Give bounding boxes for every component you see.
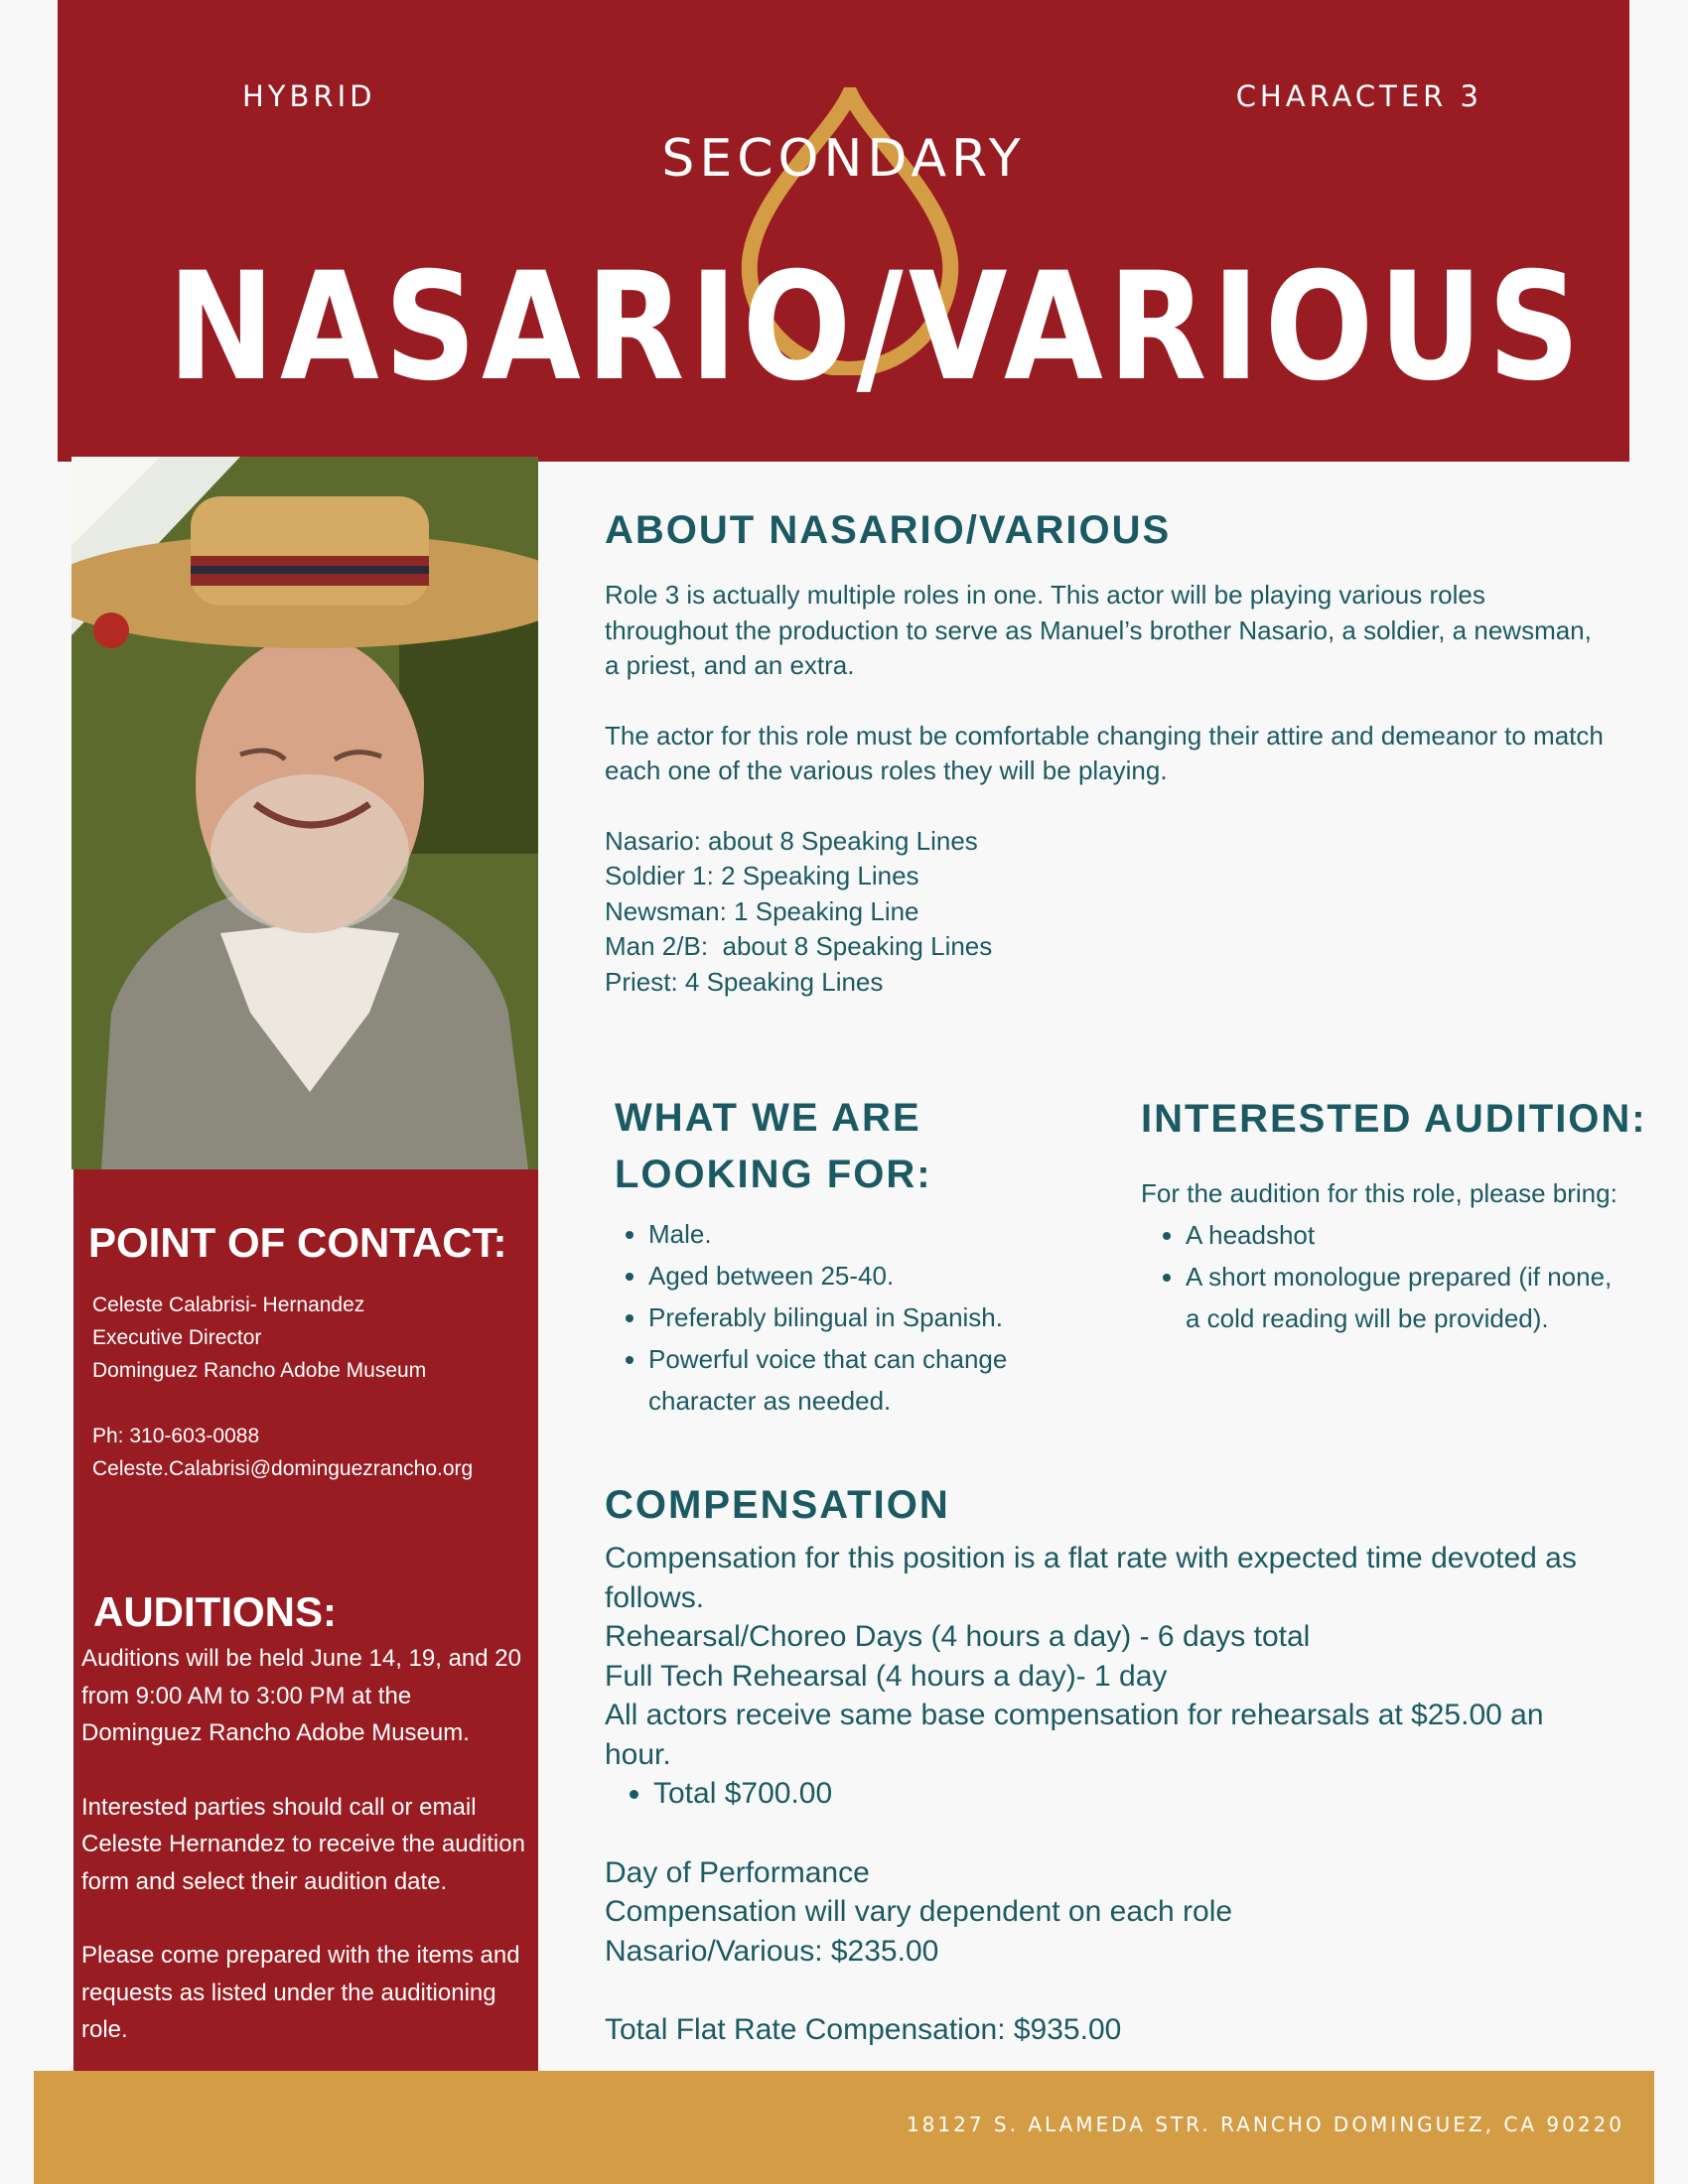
compensation-intro: Compensation for this position is a flat rate with expected time devoted as follows. bbox=[605, 1542, 1577, 1614]
contact-role: Executive Director bbox=[92, 1326, 262, 1349]
format-label: HYBRID bbox=[242, 79, 376, 113]
looking-item: • Aged between 25-40. bbox=[648, 1255, 1081, 1297]
portrait-illustration bbox=[71, 457, 538, 1169]
looking-heading bbox=[615, 1090, 932, 1203]
speaking-line-man: Man 2/B: about 8 Speaking Lines bbox=[605, 931, 993, 961]
compensation-base-rate: All actors receive same base compensation for rehearsals at $25.00 an hour. bbox=[605, 1699, 1544, 1771]
speaking-line-nasario: Nasario: about 8 Speaking Lines bbox=[605, 825, 978, 856]
speaking-line-newsman: Newsman: 1 Speaking Line bbox=[605, 895, 919, 926]
auditions-heading: AUDITIONS: bbox=[93, 1588, 337, 1635]
looking-heading-line2: LOOKING FOR: bbox=[615, 1153, 932, 1196]
page-title: NASARIO/VARIOUS bbox=[167, 241, 1586, 414]
looking-list bbox=[615, 1213, 1081, 1422]
auditions-dates: Auditions will be held June 14, 19, and 20 from 9:00 AM to 3:00 PM at the Dominguez Rancho Adobe Museum. bbox=[81, 1645, 521, 1746]
about-heading: ABOUT NASARIO/VARIOUS bbox=[605, 508, 1172, 552]
compensation-body bbox=[605, 1539, 1608, 2050]
interested-heading: INTERESTED AUDITION: bbox=[1141, 1097, 1647, 1141]
about-body bbox=[605, 578, 1608, 1000]
auditions-prepare-note: Please come prepared with the items and requests as listed under the auditioning role. bbox=[81, 1942, 520, 2043]
compensation-heading: COMPENSATION bbox=[605, 1483, 950, 1527]
compensation-rehearsal-total: • Total $700.00 bbox=[653, 1774, 1608, 1814]
contact-org: Dominguez Rancho Adobe Museum bbox=[92, 1359, 427, 1382]
footer-bar bbox=[34, 2071, 1654, 2184]
compensation-rehearsal-days: Rehearsal/Choreo Days (4 hours a day) - 6 days total bbox=[605, 1620, 1311, 1653]
performance-role-rate: Nasario/Various: $235.00 bbox=[605, 1934, 939, 1968]
header-banner bbox=[58, 0, 1629, 462]
contact-email[interactable]: Celeste.Calabrisi@dominguezrancho.org bbox=[92, 1457, 474, 1480]
performance-note: Compensation will vary dependent on each role bbox=[605, 1895, 1233, 1928]
performance-heading: Day of Performance bbox=[605, 1855, 870, 1889]
contact-sidebar bbox=[73, 1169, 538, 2184]
interested-body bbox=[1141, 1172, 1627, 1339]
role-tier: SECONDARY bbox=[661, 129, 1026, 189]
interested-item: • A headshot bbox=[1186, 1214, 1627, 1256]
character-number: CHARACTER 3 bbox=[1235, 79, 1482, 113]
contact-name: Celeste Calabrisi- Hernandez bbox=[92, 1294, 365, 1316]
speaking-line-soldier: Soldier 1: 2 Speaking Lines bbox=[605, 861, 919, 890]
looking-item: • Powerful voice that can change character as needed. bbox=[648, 1338, 1081, 1422]
contact-phone[interactable]: Ph: 310-603-0088 bbox=[92, 1425, 260, 1447]
looking-heading-line1: WHAT WE ARE bbox=[615, 1096, 921, 1140]
total-compensation: Total Flat Rate Compensation: $935.00 bbox=[605, 2013, 1122, 2046]
auditions-contact-note: Interested parties should call or email Celeste Hernandez to receive the audition form and select their audition date. bbox=[81, 1793, 525, 1895]
looking-item: • Preferably bilingual in Spanish. bbox=[648, 1297, 1081, 1338]
footer-address: 18127 S. ALAMEDA STR. RANCHO DOMINGUEZ, CA 90220 bbox=[906, 2113, 1624, 2136]
contact-heading: POINT OF CONTACT: bbox=[88, 1219, 507, 1266]
auditions-body bbox=[81, 1640, 528, 2049]
actor-photo bbox=[71, 457, 538, 1169]
looking-item: • Male. bbox=[648, 1213, 1081, 1255]
interested-item: • A short monologue prepared (if none, a cold reading will be provided). bbox=[1186, 1256, 1627, 1339]
compensation-tech-rehearsal: Full Tech Rehearsal (4 hours a day)- 1 day bbox=[605, 1659, 1168, 1693]
about-paragraph-roles: Role 3 is actually multiple roles in one. This actor will be playing various roles throughout the production to serve as Manuel’s brother Nasario, a soldier, a newsman, a priest, and an extra. bbox=[605, 580, 1592, 680]
about-paragraph-attire: The actor for this role must be comfortable changing their attire and demeanor to match each one of the various roles they will be playing. bbox=[605, 720, 1604, 785]
contact-details bbox=[92, 1289, 473, 1485]
interested-intro: For the audition for this role, please bring: bbox=[1141, 1178, 1618, 1208]
speaking-line-priest: Priest: 4 Speaking Lines bbox=[605, 966, 884, 997]
